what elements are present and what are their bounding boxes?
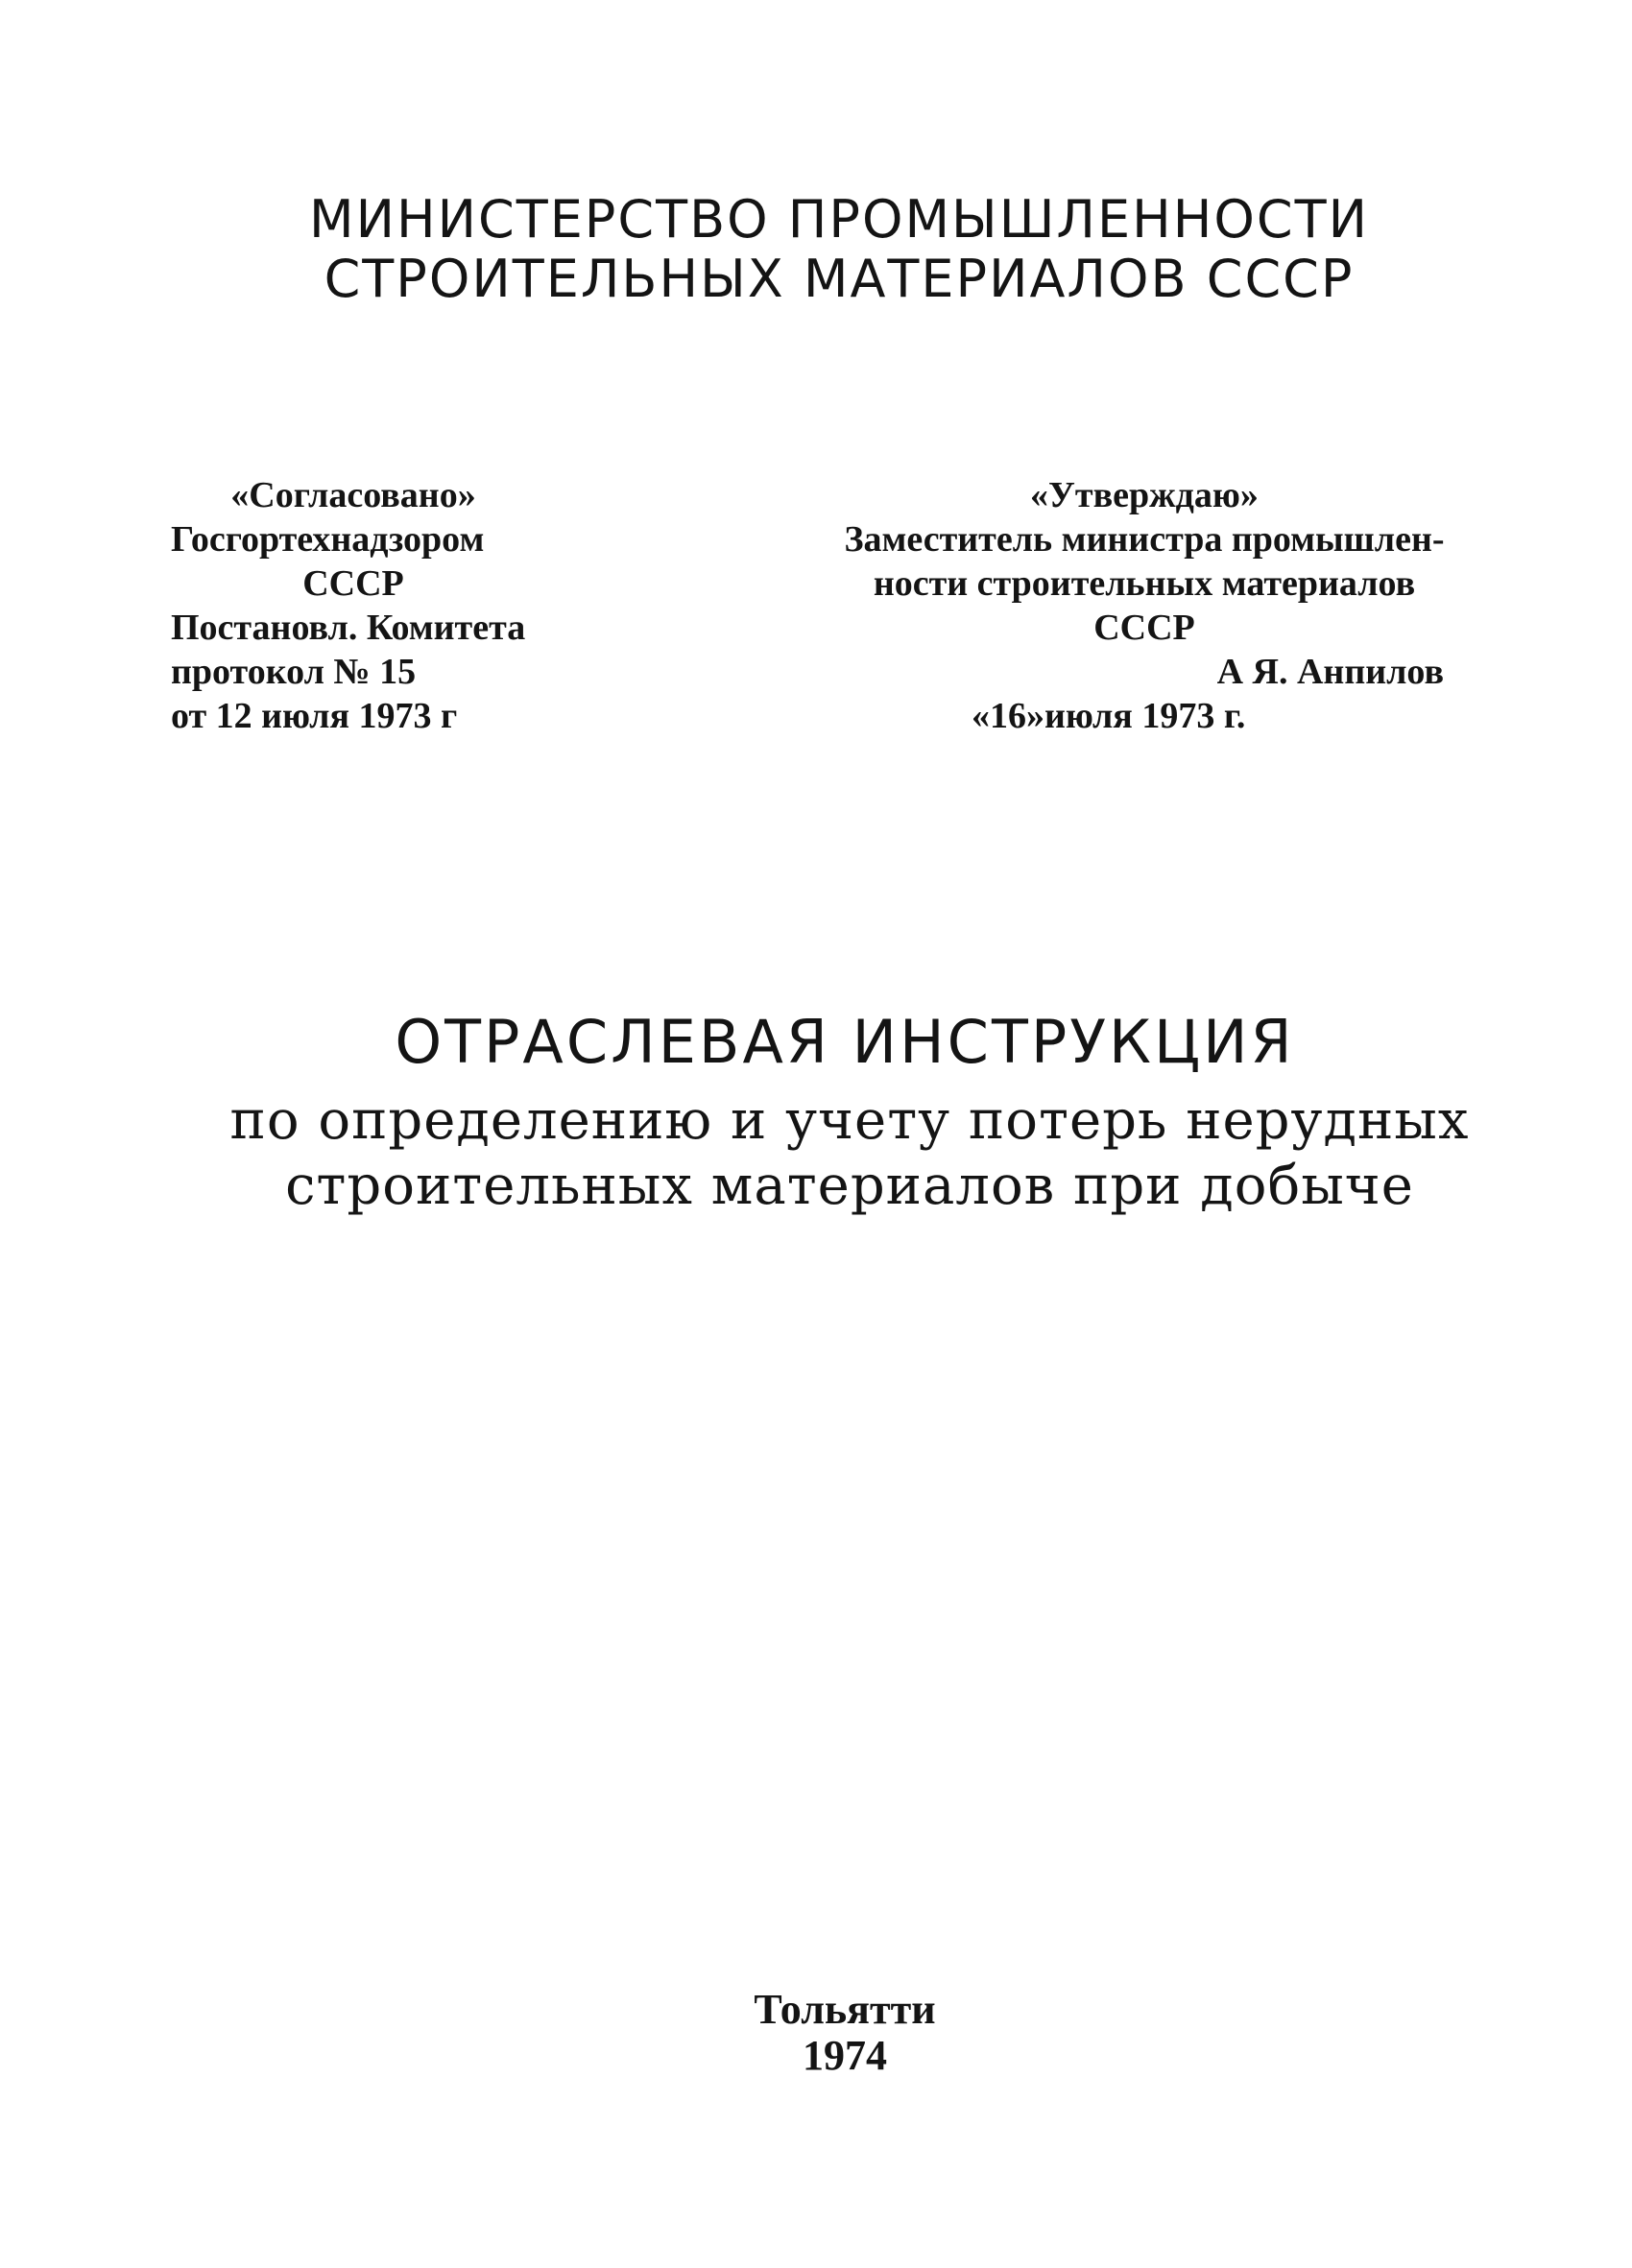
imprint-year: 1974 xyxy=(803,2032,887,2079)
agreed-line-4: протокол № 15 xyxy=(171,652,417,692)
subtitle-line-2: строительных материалов при добыче xyxy=(285,1155,1414,1217)
document-title: ОТРАСЛЕВАЯ ИНСТРУКЦИЯ xyxy=(395,1007,1295,1077)
approved-heading: «Утверждаю» xyxy=(1030,475,1259,515)
agreed-line-1: Госгортехнадзором xyxy=(171,519,485,560)
approved-line-1: Заместитель министра промышлен- xyxy=(844,519,1445,560)
ministry-header xyxy=(23,190,1632,309)
approval-approved-block xyxy=(828,473,1461,738)
subtitle-line-1: по определению и учету потерь нерудных xyxy=(229,1089,1470,1152)
approval-agreed-block xyxy=(171,473,584,738)
document-subtitle xyxy=(34,1088,1632,1219)
approved-line-2: ности строительных материалов xyxy=(873,563,1416,604)
approved-date: «16»июля 1973 г. xyxy=(972,696,1246,736)
ministry-line-1: МИНИСТЕРСТВО ПРОМЫШЛЕННОСТИ xyxy=(309,189,1369,250)
approved-signatory: А Я. Анпилов xyxy=(1216,652,1444,692)
approved-line-3: СССР xyxy=(1093,608,1195,648)
agreed-line-5: от 12 июля 1973 г xyxy=(171,696,458,736)
agreed-line-2: СССР xyxy=(302,563,404,604)
ministry-line-2: СТРОИТЕЛЬНЫХ МАТЕРИАЛОВ СССР xyxy=(324,249,1355,309)
imprint-city: Тольятти xyxy=(754,1986,936,2033)
imprint xyxy=(29,1987,1632,2079)
agreed-line-3: Постановл. Комитета xyxy=(171,608,526,648)
agreed-heading: «Согласовано» xyxy=(230,475,476,515)
